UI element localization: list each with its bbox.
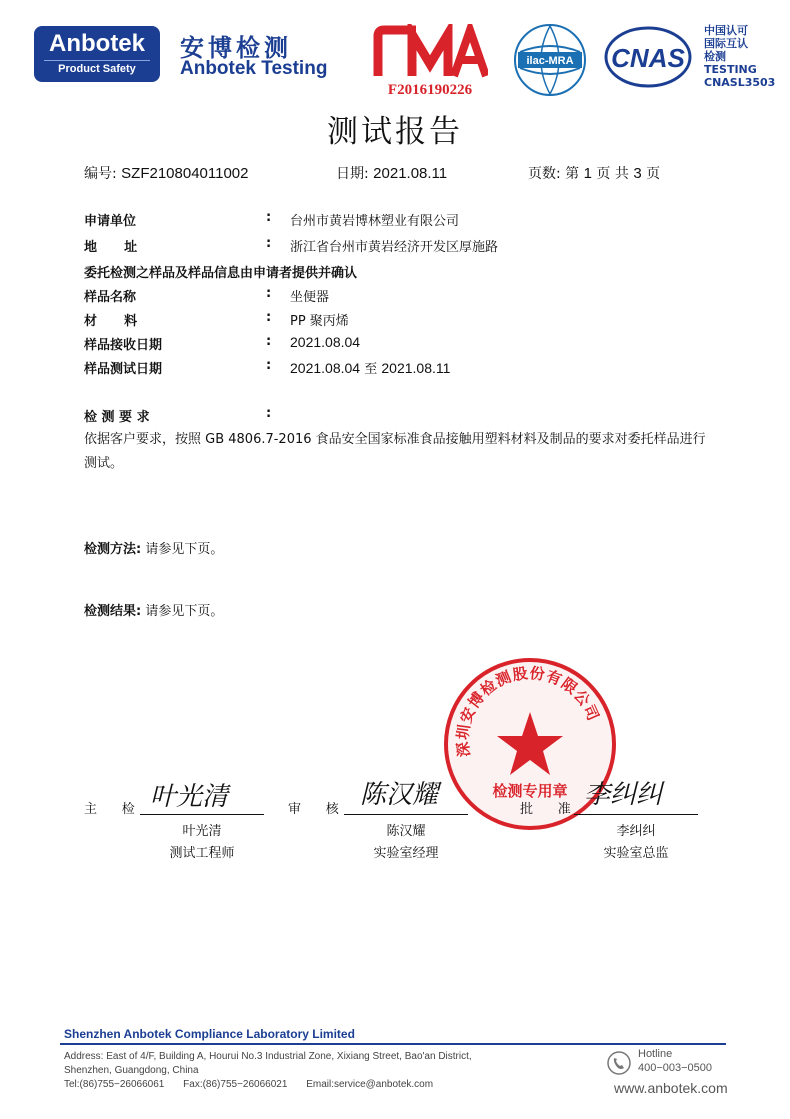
cma-number: F2016190226 [387, 82, 473, 98]
approve-name: 李纠纠 [616, 824, 656, 839]
cnas-cert-line: TESTING [704, 63, 757, 76]
logo-brand: Anbotek [49, 30, 145, 57]
footer-address-line: Shenzhen, Guangdong, China [64, 1065, 199, 1076]
cnas-cert-line: CNASL3503 [704, 76, 776, 89]
footer-divider [60, 1043, 726, 1045]
sample-note: 委托检测之样品及样品信息由申请者提供并确认 [84, 266, 358, 281]
seal-center-text: 检测专用章 [492, 782, 568, 800]
chief-signature: 叶光清 [150, 782, 229, 812]
sample-material-label: 材 料 [84, 314, 138, 329]
footer-address [64, 1050, 472, 1078]
report-number-value: SZF210804011002 [121, 165, 249, 182]
colon: : [266, 210, 272, 225]
approve-underline [574, 814, 698, 815]
chief-label: 主 检 [84, 802, 135, 817]
approve-label: 批 准 [520, 802, 571, 817]
colon: : [266, 406, 272, 421]
chief-title: 测试工程师 [169, 846, 235, 861]
report-date [336, 163, 447, 183]
review-title: 实验室经理 [373, 846, 439, 861]
sample-received-value [290, 334, 360, 351]
cnas-cert-line: 检测 [704, 50, 726, 63]
report-number-label: 编号: [84, 166, 117, 182]
colon: : [266, 236, 272, 251]
report-date-value: 2021.08.11 [373, 165, 448, 182]
page-total: 3 [633, 165, 642, 182]
applicant-address-value: 浙江省台州市黄岩经济开发区厚施路 [290, 240, 499, 255]
footer-company: Shenzhen Anbotek Compliance Laboratory Limited [64, 1027, 355, 1041]
cnas-logo [604, 26, 692, 88]
footer-address-line: Address: East of 4/F, Building A, Hourui No.3 Industrial Zone, Xixiang Street, Bao'an District, [64, 1051, 472, 1062]
footer-email[interactable]: Email:service@anbotek.com [306, 1079, 434, 1090]
footer-tel: Tel:(86)755−26066061 [64, 1079, 165, 1090]
colon: : [266, 358, 272, 373]
method-line [84, 538, 223, 557]
pages-prefix: 页数: 第 [528, 166, 580, 182]
colon: : [266, 334, 272, 349]
cnas-cert-line: 中国认可 [704, 24, 748, 37]
hotline-number: 400−003−0500 [638, 1062, 713, 1074]
seal-ring-text: 深圳安博检测股份有限公司 [453, 663, 603, 758]
pages-middle: 页 共 [596, 166, 629, 182]
hotline-label: Hotline [638, 1048, 673, 1060]
cnas-cert-line: 国际互认 [704, 37, 748, 50]
chief-name: 叶光清 [182, 824, 222, 839]
colon: : [266, 310, 272, 325]
sample-name-value: 坐便器 [290, 290, 330, 305]
sample-tested-label: 样品测试日期 [84, 362, 163, 377]
sample-tested-value [290, 358, 450, 377]
received-date: 2021.08.04 [290, 334, 361, 350]
report-number [84, 163, 249, 183]
result-value: 请参见下页。 [145, 604, 224, 619]
report-date-label: 日期: [336, 166, 369, 182]
sample-received-label: 样品接收日期 [84, 338, 163, 353]
anbotek-logo [34, 26, 160, 82]
sample-name-label: 样品名称 [84, 290, 137, 305]
result-label: 检测结果: [84, 604, 142, 619]
requirements-text: 依据客户要求，按照 GB 4806.7-2016 食品安全国家标准食品接触用塑料材料及制品的要求对委托样品进行测试。 [84, 432, 706, 471]
footer-fax: Fax:(86)755−26066021 [183, 1079, 288, 1090]
applicant-address-label: 地 址 [84, 240, 138, 255]
pages-suffix: 页 [646, 166, 661, 182]
review-underline [344, 814, 468, 815]
ilac-text: ilac-MRA [526, 55, 574, 67]
page-current: 1 [583, 165, 592, 182]
colon: : [266, 286, 272, 301]
review-signature: 陈汉耀 [360, 780, 439, 810]
report-title: 测试报告 [327, 114, 463, 150]
method-value: 请参见下页。 [145, 542, 224, 557]
applicant-unit-value: 台州市黄岩博林塑业有限公司 [290, 214, 460, 229]
approve-title: 实验室总监 [603, 846, 669, 861]
sample-material-value: PP 聚丙烯 [290, 314, 349, 329]
testing-en-name: Anbotek Testing [180, 58, 328, 79]
logo-tagline: Product Safety [44, 60, 150, 76]
tested-from-date: 2021.08.04 [290, 360, 361, 376]
footer-contacts [64, 1079, 449, 1090]
cnas-cert-block [704, 24, 775, 89]
tested-to-word: 至 [364, 362, 378, 377]
testing-cn-name: 安博检测 [180, 34, 292, 62]
requirements-label: 检 测 要 求 [84, 410, 150, 425]
review-name: 陈汉耀 [386, 824, 426, 839]
approve-signature: 李纠纠 [584, 780, 663, 810]
tested-to-date: 2021.08.11 [381, 360, 451, 376]
method-label: 检测方法: [84, 542, 142, 557]
page-count [528, 163, 660, 183]
result-line [84, 600, 223, 619]
applicant-unit-label: 申请单位 [84, 214, 137, 229]
review-label: 审 核 [288, 802, 339, 817]
ilac-mra-logo [512, 22, 588, 98]
chief-underline [140, 814, 264, 815]
footer-website[interactable]: www.anbotek.com [614, 1080, 728, 1096]
phone-icon [606, 1050, 632, 1076]
cnas-text: CNAS [611, 43, 685, 73]
